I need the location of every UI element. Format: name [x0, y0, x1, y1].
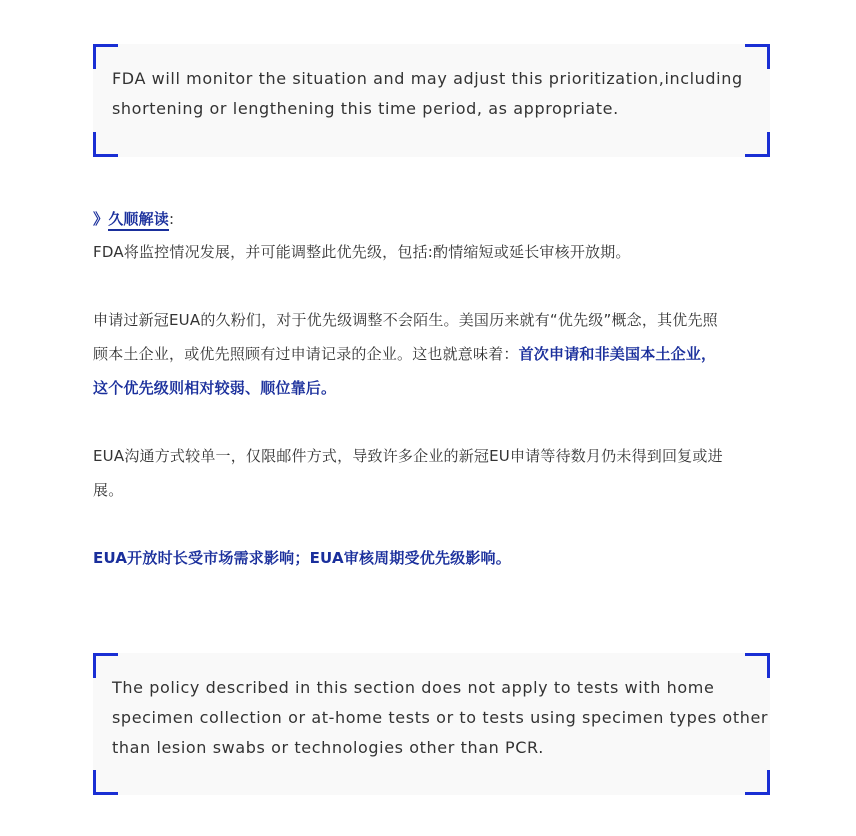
quote-text — [112, 64, 754, 124]
paragraph-line: EUA沟通方式较单一，仅限邮件方式，导致许多企业的新冠EU申请等待数月仍未得到回复或进 — [93, 447, 723, 465]
bracket-corner-bottom-right — [745, 132, 770, 157]
paragraph-monitoring — [93, 235, 783, 269]
heading-colon: : — [169, 210, 175, 228]
paragraph-line: FDA将监控情况发展，并可能调整此优先级，包括:酌情缩短或延长审核开放期。 — [93, 243, 631, 261]
quote-line: shortening or lengthening this time period, as appropriate. — [112, 99, 619, 118]
paragraph-line — [93, 337, 783, 371]
paragraph-priority — [93, 303, 783, 405]
bracket-corner-bottom-left — [93, 770, 118, 795]
paragraph-communication — [93, 439, 783, 507]
paragraph-line: 展。 — [93, 481, 124, 499]
paragraph-plain-text: 顾本土企业，或优先照顾有过申请记录的企业。这也就意味着： — [93, 345, 519, 363]
heading-marker-icon: 》 — [93, 210, 109, 228]
heading-title: 久顺解读 — [108, 210, 169, 231]
paragraph-highlight-line: EUA开放时长受市场需求影响；EUA审核周期受优先级影响。 — [93, 549, 511, 567]
section-heading — [93, 202, 783, 236]
bracket-corner-bottom-right — [745, 770, 770, 795]
quote-line: than lesion swabs or technologies other than PCR. — [112, 738, 544, 757]
quote-box-top — [93, 44, 770, 157]
quote-box-bottom — [93, 653, 770, 795]
quote-text — [112, 673, 769, 763]
bracket-corner-bottom-left — [93, 132, 118, 157]
paragraph-summary — [93, 541, 783, 575]
quote-line: specimen collection or at-home tests or to tests using specimen types other — [112, 708, 769, 727]
paragraph-highlight-text: 首次申请和非美国本土企业， — [518, 345, 717, 363]
quote-line: The policy described in this section does not apply to tests with home — [112, 678, 715, 697]
quote-line: FDA will monitor the situation and may adjust this prioritization,including — [112, 69, 743, 88]
paragraph-line: 申请过新冠EUA的久粉们，对于优先级调整不会陌生。美国历来就有“优先级”概念，其优先照 — [93, 311, 718, 329]
paragraph-highlight-line: 这个优先级则相对较弱、顺位靠后。 — [93, 379, 337, 397]
